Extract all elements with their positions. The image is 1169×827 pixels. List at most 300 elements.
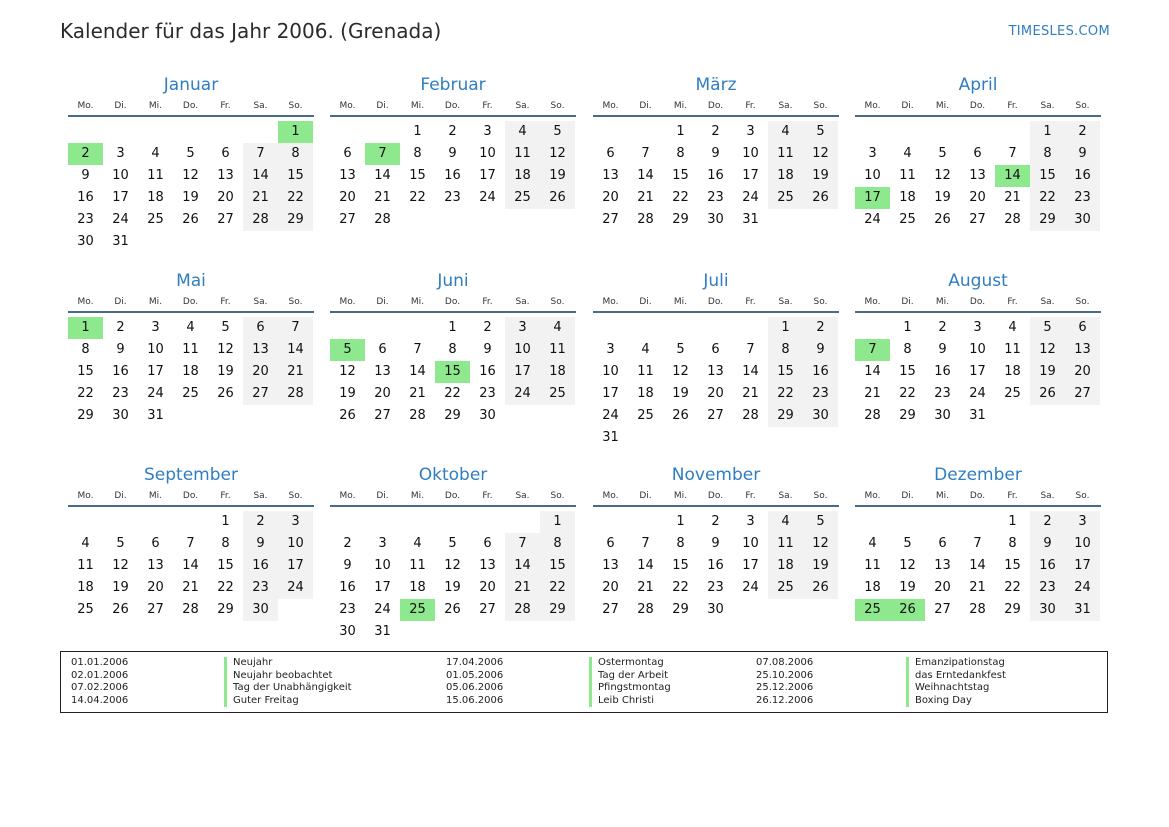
legend-date: 26.12.2006: [756, 694, 814, 706]
weekday-label: Mi.: [148, 491, 163, 501]
site-link[interactable]: TIMESLES.COM: [1008, 24, 1110, 39]
day-cell: 7: [278, 317, 313, 339]
day-cell: 3: [505, 317, 540, 339]
day-cell: 16: [1065, 165, 1100, 187]
day-cell: 26: [339, 408, 356, 423]
day-cell: 16: [707, 558, 724, 573]
weekday-label: Di.: [901, 297, 914, 307]
day-cell: 29: [278, 209, 313, 231]
month-divider: [593, 311, 839, 313]
day-cell: 10: [278, 533, 313, 555]
day-cell: 27: [602, 602, 619, 617]
month-name: März: [695, 75, 737, 95]
day-cell: 15: [768, 361, 803, 383]
day-cell: 28: [278, 383, 313, 405]
day-cell: 16: [934, 364, 951, 379]
month-name: Oktober: [418, 465, 488, 485]
weekday-label: Mi.: [673, 101, 688, 111]
day-cell: 19: [803, 555, 838, 577]
day-cell: 12: [899, 558, 916, 573]
day-cell: 17: [147, 364, 164, 379]
weekday-label: Di.: [376, 491, 389, 501]
day-cell: 31: [374, 624, 391, 639]
day-cell: 1: [676, 514, 685, 529]
day-cell: 27: [217, 212, 234, 227]
holiday-day-cell: 2: [68, 143, 103, 165]
day-cell: 25: [505, 187, 540, 209]
day-cell: 31: [147, 408, 164, 423]
weekday-label: Sa.: [778, 297, 793, 307]
day-cell: 28: [1004, 212, 1021, 227]
day-cell: 30: [77, 234, 94, 249]
day-cell: 21: [182, 580, 199, 595]
day-cell: 28: [637, 602, 654, 617]
day-cell: 1: [1030, 121, 1065, 143]
day-cell: 12: [217, 342, 234, 357]
day-cell: 11: [899, 168, 916, 183]
month-divider: [68, 505, 314, 507]
day-cell: 26: [112, 602, 129, 617]
day-cell: 4: [81, 536, 90, 551]
legend-holiday-name: Ostermontag: [589, 657, 664, 670]
day-cell: 14: [742, 364, 759, 379]
day-cell: 10: [742, 536, 759, 551]
day-cell: 19: [217, 364, 234, 379]
day-cell: 20: [602, 190, 619, 205]
weekday-label: Di.: [114, 297, 127, 307]
day-cell: 1: [903, 320, 912, 335]
day-cell: 10: [1065, 533, 1100, 555]
day-cell: 24: [742, 190, 759, 205]
day-cell: 27: [243, 383, 278, 405]
day-cell: 25: [540, 383, 575, 405]
day-cell: 24: [1065, 577, 1100, 599]
day-cell: 2: [483, 320, 492, 335]
day-cell: 2: [116, 320, 125, 335]
day-cell: 19: [112, 580, 129, 595]
day-cell: 7: [746, 342, 755, 357]
weekday-label: Sa.: [253, 491, 268, 501]
day-cell: 10: [602, 364, 619, 379]
holiday-day-cell: 17: [855, 187, 890, 209]
legend-date: 17.04.2006: [446, 657, 504, 668]
day-cell: 18: [540, 361, 575, 383]
day-cell: 21: [969, 580, 986, 595]
day-cell: 5: [803, 511, 838, 533]
weekday-label: Di.: [901, 101, 914, 111]
day-cell: 5: [803, 121, 838, 143]
weekday-label: Sa.: [515, 101, 530, 111]
day-cell: 4: [641, 342, 650, 357]
day-cell: 24: [147, 386, 164, 401]
day-cell: 9: [116, 342, 125, 357]
day-cell: 28: [637, 212, 654, 227]
day-cell: 22: [217, 580, 234, 595]
day-cell: 5: [448, 536, 457, 551]
day-cell: 6: [711, 342, 720, 357]
weekday-label: Mi.: [935, 101, 950, 111]
day-cell: 29: [1004, 602, 1021, 617]
legend-holiday-name: Emanzipationstag: [906, 657, 1005, 670]
day-cell: 18: [182, 364, 199, 379]
day-cell: 22: [1030, 187, 1065, 209]
day-cell: 3: [606, 342, 615, 357]
weekday-label: Mo.: [77, 491, 94, 501]
day-cell: 11: [77, 558, 94, 573]
day-cell: 4: [1008, 320, 1017, 335]
legend-date: 01.05.2006: [446, 669, 504, 681]
weekday-label: Fr.: [220, 297, 231, 307]
weekday-label: Do.: [444, 101, 461, 111]
day-cell: 27: [339, 212, 356, 227]
day-cell: 4: [768, 511, 803, 533]
day-cell: 2: [448, 124, 457, 139]
weekday-label: Fr.: [1007, 297, 1018, 307]
day-cell: 22: [278, 187, 313, 209]
day-cell: 18: [637, 386, 654, 401]
day-cell: 19: [672, 386, 689, 401]
day-cell: 11: [637, 364, 654, 379]
day-cell: 30: [479, 408, 496, 423]
day-cell: 3: [278, 511, 313, 533]
month-name: Dezember: [934, 465, 1022, 485]
day-cell: 17: [1065, 555, 1100, 577]
day-cell: 4: [903, 146, 912, 161]
day-cell: 7: [641, 536, 650, 551]
day-cell: 21: [637, 580, 654, 595]
weekday-label: Mi.: [148, 101, 163, 111]
day-cell: 5: [540, 121, 575, 143]
day-cell: 18: [899, 190, 916, 205]
day-cell: 19: [899, 580, 916, 595]
day-cell: 4: [540, 317, 575, 339]
day-cell: 20: [339, 190, 356, 205]
day-cell: 22: [768, 383, 803, 405]
day-cell: 15: [672, 558, 689, 573]
day-cell: 28: [243, 209, 278, 231]
day-cell: 29: [444, 408, 461, 423]
weekday-label: Mo.: [339, 491, 356, 501]
holiday-day-cell: 25: [400, 599, 435, 621]
weekday-label: Do.: [182, 491, 199, 501]
day-cell: 26: [540, 187, 575, 209]
day-cell: 27: [374, 408, 391, 423]
weekday-label: Fr.: [745, 491, 756, 501]
day-cell: 30: [934, 408, 951, 423]
day-cell: 26: [444, 602, 461, 617]
legend-date: 02.01.2006: [71, 669, 129, 681]
day-cell: 12: [112, 558, 129, 573]
day-cell: 5: [938, 146, 947, 161]
day-cell: 24: [505, 383, 540, 405]
day-cell: 24: [112, 212, 129, 227]
weekday-label: So.: [288, 101, 303, 111]
weekday-label: Do.: [707, 101, 724, 111]
day-cell: 2: [711, 514, 720, 529]
day-cell: 14: [374, 168, 391, 183]
day-cell: 28: [374, 212, 391, 227]
day-cell: 26: [672, 408, 689, 423]
day-cell: 27: [147, 602, 164, 617]
day-cell: 4: [413, 536, 422, 551]
page-title: Kalender für das Jahr 2006. (Grenada): [60, 19, 442, 43]
weekday-label: Di.: [376, 101, 389, 111]
day-cell: 10: [742, 146, 759, 161]
weekday-label: Mi.: [410, 491, 425, 501]
day-cell: 4: [505, 121, 540, 143]
day-cell: 4: [151, 146, 160, 161]
day-cell: 28: [182, 602, 199, 617]
weekday-label: Mi.: [410, 297, 425, 307]
day-cell: 29: [217, 602, 234, 617]
day-cell: 18: [147, 190, 164, 205]
weekday-label: Mo.: [864, 101, 881, 111]
day-cell: 11: [147, 168, 164, 183]
weekday-label: So.: [550, 297, 565, 307]
weekday-label: Di.: [639, 491, 652, 501]
day-cell: 15: [672, 168, 689, 183]
weekday-label: Mo.: [339, 101, 356, 111]
weekday-label: Mi.: [673, 297, 688, 307]
day-cell: 7: [641, 146, 650, 161]
day-cell: 2: [1065, 121, 1100, 143]
day-cell: 22: [899, 386, 916, 401]
day-cell: 15: [540, 555, 575, 577]
weekday-label: Mo.: [864, 297, 881, 307]
month-name: Mai: [176, 271, 206, 291]
legend-date: 01.01.2006: [71, 657, 129, 668]
month-name: April: [958, 75, 998, 95]
month-name: Juni: [437, 271, 469, 291]
day-cell: 5: [186, 146, 195, 161]
day-cell: 30: [339, 624, 356, 639]
day-cell: 18: [1004, 364, 1021, 379]
day-cell: 11: [1004, 342, 1021, 357]
day-cell: 30: [803, 405, 838, 427]
weekday-label: Fr.: [482, 491, 493, 501]
day-cell: 25: [182, 386, 199, 401]
weekday-label: Mo.: [339, 297, 356, 307]
holiday-day-cell: 25: [855, 599, 890, 621]
month-divider: [855, 311, 1101, 313]
holiday-day-cell: 7: [855, 339, 890, 361]
day-cell: 9: [1065, 143, 1100, 165]
day-cell: 29: [899, 408, 916, 423]
legend-date: 07.08.2006: [756, 657, 814, 668]
day-cell: 6: [378, 342, 387, 357]
weekday-label: So.: [1075, 297, 1090, 307]
day-cell: 31: [1065, 599, 1100, 621]
day-cell: 23: [934, 386, 951, 401]
legend-date: 07.02.2006: [71, 682, 129, 693]
day-cell: 17: [602, 386, 619, 401]
day-cell: 28: [505, 599, 540, 621]
day-cell: 1: [768, 317, 803, 339]
day-cell: 8: [278, 143, 313, 165]
day-cell: 22: [672, 190, 689, 205]
weekday-label: Di.: [114, 101, 127, 111]
day-cell: 9: [343, 558, 352, 573]
day-cell: 19: [934, 190, 951, 205]
day-cell: 23: [479, 386, 496, 401]
day-cell: 10: [112, 168, 129, 183]
day-cell: 8: [903, 342, 912, 357]
day-cell: 11: [864, 558, 881, 573]
weekday-label: Sa.: [515, 491, 530, 501]
day-cell: 27: [934, 602, 951, 617]
day-cell: 16: [77, 190, 94, 205]
day-cell: 18: [409, 580, 426, 595]
weekday-label: Mo.: [602, 297, 619, 307]
weekday-label: Di.: [639, 101, 652, 111]
day-cell: 9: [803, 339, 838, 361]
day-cell: 26: [217, 386, 234, 401]
day-cell: 23: [243, 577, 278, 599]
weekday-label: Do.: [182, 297, 199, 307]
day-cell: 10: [505, 339, 540, 361]
day-cell: 6: [1065, 317, 1100, 339]
day-cell: 12: [672, 364, 689, 379]
weekday-label: So.: [550, 491, 565, 501]
weekday-label: Do.: [969, 297, 986, 307]
day-cell: 21: [1004, 190, 1021, 205]
weekday-label: So.: [813, 297, 828, 307]
day-cell: 30: [1065, 209, 1100, 231]
day-cell: 1: [1008, 514, 1017, 529]
weekday-label: Fr.: [482, 297, 493, 307]
day-cell: 19: [1030, 361, 1065, 383]
day-cell: 5: [221, 320, 230, 335]
day-cell: 16: [243, 555, 278, 577]
holiday-day-cell: 5: [330, 339, 365, 361]
day-cell: 30: [243, 599, 278, 621]
day-cell: 26: [803, 577, 838, 599]
month-divider: [68, 115, 314, 117]
day-cell: 14: [969, 558, 986, 573]
weekday-label: Do.: [707, 297, 724, 307]
day-cell: 12: [803, 533, 838, 555]
weekday-label: Sa.: [1040, 491, 1055, 501]
day-cell: 20: [374, 386, 391, 401]
day-cell: 6: [343, 146, 352, 161]
day-cell: 22: [540, 577, 575, 599]
holiday-legend: [60, 651, 1108, 713]
day-cell: 20: [1065, 361, 1100, 383]
day-cell: 21: [505, 577, 540, 599]
day-cell: 6: [973, 146, 982, 161]
day-cell: 29: [540, 599, 575, 621]
day-cell: 11: [409, 558, 426, 573]
weekday-label: So.: [550, 101, 565, 111]
day-cell: 15: [899, 364, 916, 379]
month-divider: [593, 115, 839, 117]
weekday-label: Mi.: [935, 491, 950, 501]
day-cell: 30: [707, 602, 724, 617]
weekday-label: Di.: [639, 297, 652, 307]
legend-date: 14.04.2006: [71, 694, 129, 706]
day-cell: 1: [221, 514, 230, 529]
day-cell: 24: [969, 386, 986, 401]
holiday-day-cell: 26: [890, 599, 925, 621]
day-cell: 7: [243, 143, 278, 165]
day-cell: 5: [116, 536, 125, 551]
weekday-label: Do.: [969, 101, 986, 111]
day-cell: 18: [505, 165, 540, 187]
day-cell: 8: [413, 146, 422, 161]
day-cell: 6: [151, 536, 160, 551]
day-cell: 2: [938, 320, 947, 335]
day-cell: 10: [479, 146, 496, 161]
day-cell: 17: [969, 364, 986, 379]
day-cell: 26: [1030, 383, 1065, 405]
day-cell: 7: [413, 342, 422, 357]
day-cell: 20: [707, 386, 724, 401]
day-cell: 4: [768, 121, 803, 143]
day-cell: 10: [864, 168, 881, 183]
day-cell: 27: [602, 212, 619, 227]
day-cell: 2: [1030, 511, 1065, 533]
day-cell: 13: [602, 558, 619, 573]
weekday-label: Mo.: [602, 491, 619, 501]
weekday-label: Fr.: [220, 491, 231, 501]
day-cell: 19: [339, 386, 356, 401]
day-cell: 1: [413, 124, 422, 139]
day-cell: 1: [448, 320, 457, 335]
weekday-label: Sa.: [253, 297, 268, 307]
day-cell: 11: [182, 342, 199, 357]
weekday-label: Mi.: [935, 297, 950, 307]
day-cell: 16: [803, 361, 838, 383]
day-cell: 11: [505, 143, 540, 165]
day-cell: 9: [1030, 533, 1065, 555]
day-cell: 15: [1004, 558, 1021, 573]
month-divider: [855, 115, 1101, 117]
day-cell: 3: [868, 146, 877, 161]
weekday-label: So.: [1075, 491, 1090, 501]
day-cell: 13: [707, 364, 724, 379]
day-cell: 20: [217, 190, 234, 205]
day-cell: 27: [707, 408, 724, 423]
month-name: August: [948, 271, 1008, 291]
weekday-label: Sa.: [253, 101, 268, 111]
day-cell: 14: [409, 364, 426, 379]
day-cell: 29: [672, 602, 689, 617]
day-cell: 12: [182, 168, 199, 183]
legend-date: 25.12.2006: [756, 682, 814, 693]
day-cell: 26: [182, 212, 199, 227]
day-cell: 8: [1008, 536, 1017, 551]
day-cell: 17: [742, 168, 759, 183]
day-cell: 30: [1030, 599, 1065, 621]
day-cell: 6: [221, 146, 230, 161]
weekday-label: Sa.: [515, 297, 530, 307]
day-cell: 15: [1030, 165, 1065, 187]
weekday-label: Do.: [444, 491, 461, 501]
day-cell: 14: [864, 364, 881, 379]
day-cell: 31: [742, 212, 759, 227]
day-cell: 9: [483, 342, 492, 357]
day-cell: 13: [1065, 339, 1100, 361]
weekday-label: Fr.: [745, 297, 756, 307]
day-cell: 23: [707, 190, 724, 205]
day-cell: 14: [505, 555, 540, 577]
day-cell: 29: [672, 212, 689, 227]
day-cell: 15: [217, 558, 234, 573]
day-cell: 17: [479, 168, 496, 183]
day-cell: 21: [864, 386, 881, 401]
day-cell: 12: [540, 143, 575, 165]
day-cell: 23: [1065, 187, 1100, 209]
